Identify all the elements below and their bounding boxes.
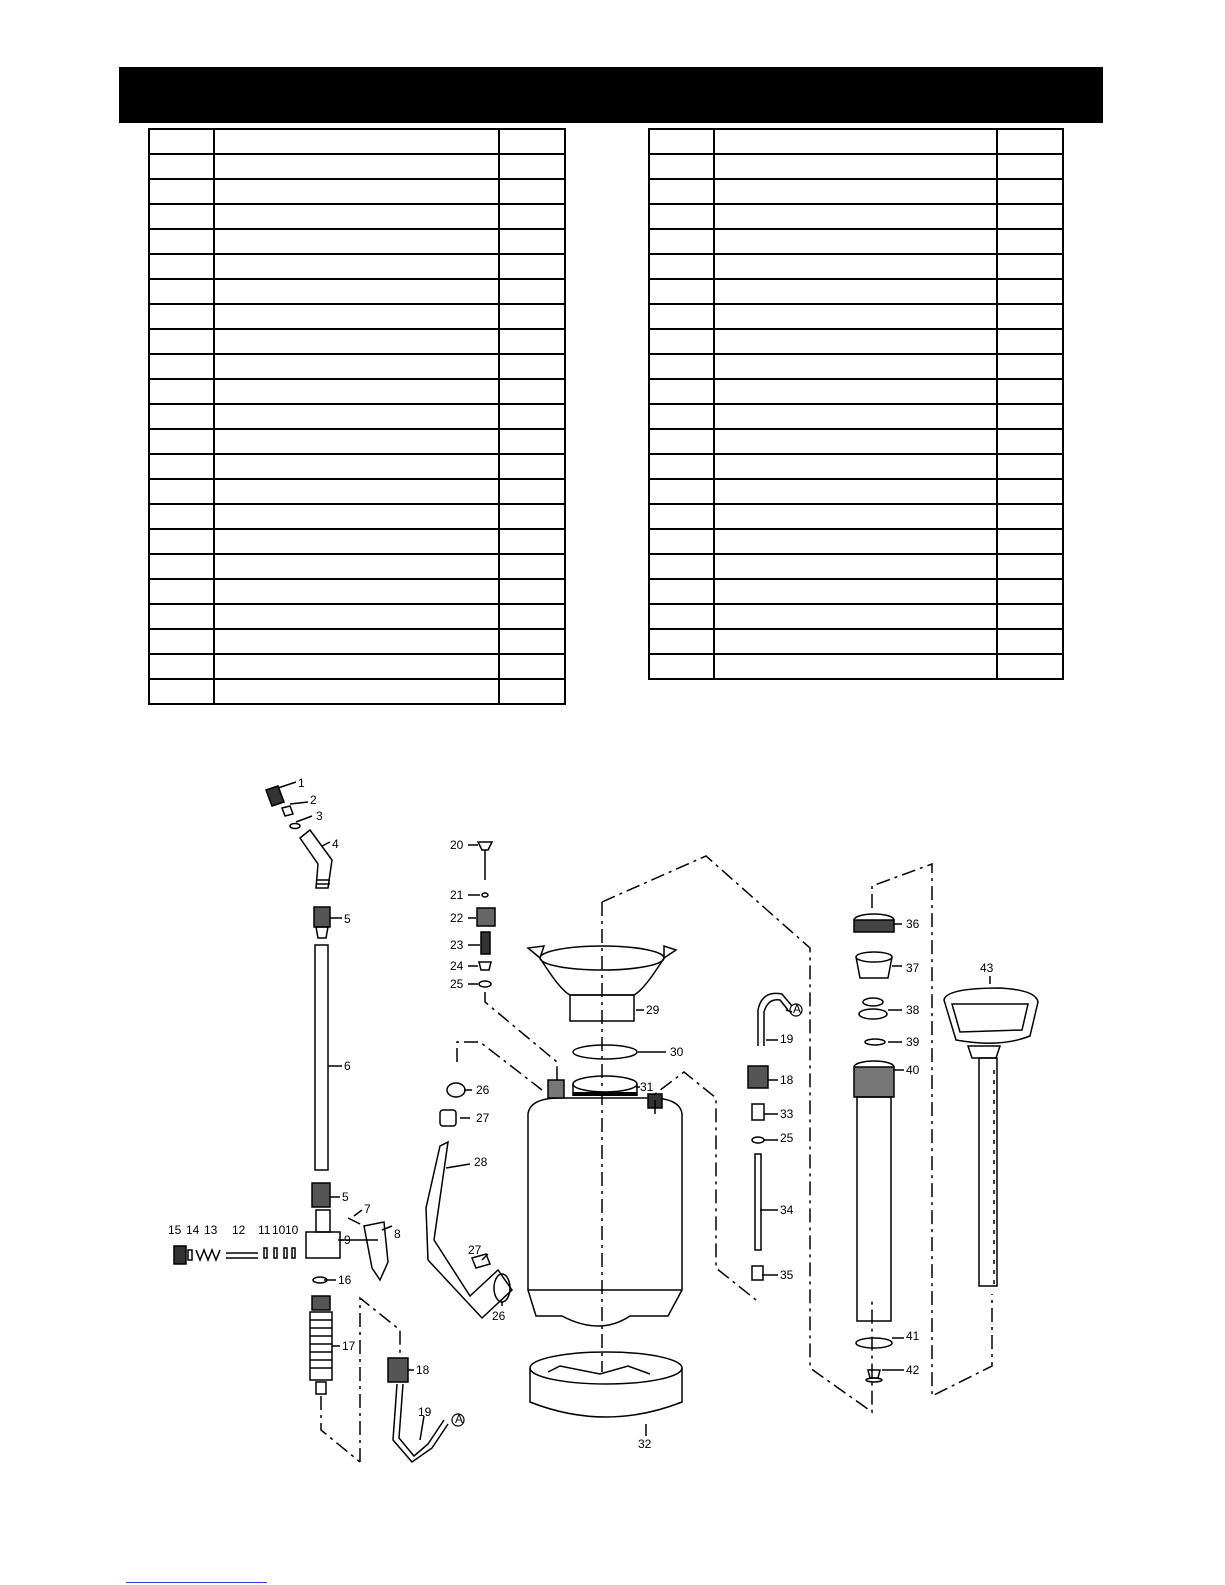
- callout-27: 27: [476, 1111, 490, 1125]
- parts-right-col-no: [649, 479, 714, 504]
- parts-right-row: [649, 579, 1063, 604]
- callout-18: 18: [416, 1363, 430, 1377]
- lance-nut-upper: [314, 907, 330, 938]
- valve-seals: [264, 1248, 295, 1258]
- callout-13: 13: [204, 1223, 218, 1237]
- tank-neck: [573, 1076, 637, 1096]
- pump-guide: [856, 952, 892, 978]
- parts-right-col-no: [649, 504, 714, 529]
- parts-left-row: [149, 629, 565, 654]
- parts-right-row: [649, 454, 1063, 479]
- parts-right-col-qty: [997, 479, 1063, 504]
- tank-body: [528, 1080, 682, 1326]
- callout-12: 12: [232, 1223, 246, 1237]
- parts-right-col-desc: [714, 354, 997, 379]
- callout-34: 34: [780, 1203, 794, 1217]
- parts-right-col-qty: [997, 504, 1063, 529]
- callout-26: 26: [492, 1309, 506, 1323]
- parts-left-col-qty: [499, 204, 565, 229]
- parts-right-col-desc: [714, 154, 997, 179]
- parts-right-row: [649, 554, 1063, 579]
- parts-right-col-desc: [714, 429, 997, 454]
- parts-right-col-qty: [997, 129, 1063, 154]
- parts-left-row: [149, 479, 565, 504]
- parts-right-col-no: [649, 554, 714, 579]
- curved-extension: [300, 830, 332, 888]
- parts-left-row: [149, 554, 565, 579]
- parts-right-row: [649, 154, 1063, 179]
- parts-left-col-desc: [214, 354, 499, 379]
- parts-right-row: [649, 229, 1063, 254]
- parts-left-col-qty: [499, 604, 565, 629]
- tank-gasket: [573, 1045, 637, 1059]
- callout-37: 37: [906, 961, 920, 975]
- shoulder-strap: [426, 1142, 512, 1318]
- exploded-parts-diagram: [0, 760, 1225, 1585]
- parts-left-col-desc: [214, 379, 499, 404]
- callout-39: 39: [906, 1035, 920, 1049]
- callout-5: 5: [342, 1190, 349, 1204]
- callout-43: 43: [980, 961, 994, 975]
- parts-left-col-desc: [214, 454, 499, 479]
- parts-left-col-no: [149, 229, 214, 254]
- parts-right-col-desc: [714, 329, 997, 354]
- lance-tube: [315, 945, 328, 1170]
- parts-left-col-qty: [499, 179, 565, 204]
- callout-1: 1: [298, 776, 305, 790]
- callout-19: 19: [418, 1405, 432, 1419]
- parts-left-row: [149, 504, 565, 529]
- callout-A: A: [793, 1002, 802, 1016]
- relief-cap: [477, 908, 495, 926]
- parts-right-col-desc: [714, 404, 997, 429]
- relief-nut: [479, 962, 491, 970]
- parts-right-row: [649, 304, 1063, 329]
- callout-23: 23: [450, 938, 464, 952]
- parts-right-col-desc: [714, 454, 997, 479]
- parts-left-row: [149, 229, 565, 254]
- parts-right-row: [649, 379, 1063, 404]
- parts-right-col-desc: [714, 229, 997, 254]
- parts-right-col-qty: [997, 579, 1063, 604]
- parts-right-col-no: [649, 354, 714, 379]
- parts-left-col-no: [149, 129, 214, 154]
- parts-left-col-no: [149, 604, 214, 629]
- parts-left-col-qty: [499, 154, 565, 179]
- parts-left-col-no: [149, 204, 214, 229]
- parts-left-col-qty: [499, 454, 565, 479]
- parts-right-row: [649, 529, 1063, 554]
- parts-left-col-no: [149, 654, 214, 679]
- hose-nut-left: [388, 1358, 408, 1382]
- parts-left-col-qty: [499, 254, 565, 279]
- pump-cylinder: [854, 1061, 894, 1321]
- callout-25: 25: [450, 977, 464, 991]
- parts-right-col-no: [649, 204, 714, 229]
- callout-7: 7: [364, 1202, 371, 1216]
- parts-right-col-qty: [997, 179, 1063, 204]
- parts-right-col-no: [649, 129, 714, 154]
- parts-right-col-desc: [714, 179, 997, 204]
- parts-left-col-desc: [214, 654, 499, 679]
- parts-table-left: [148, 128, 566, 705]
- parts-left-col-desc: [214, 229, 499, 254]
- parts-right-row: [649, 629, 1063, 654]
- parts-left-row: [149, 404, 565, 429]
- parts-left-row: [149, 329, 565, 354]
- parts-right-col-qty: [997, 304, 1063, 329]
- parts-right-col-qty: [997, 229, 1063, 254]
- parts-right-col-no: [649, 404, 714, 429]
- plunger-seal: [856, 1338, 892, 1348]
- parts-left-col-desc: [214, 154, 499, 179]
- parts-right-col-no: [649, 329, 714, 354]
- parts-right-col-qty: [997, 379, 1063, 404]
- parts-right-col-desc: [714, 604, 997, 629]
- strap-buckle-top: [440, 1110, 456, 1126]
- parts-left-col-no: [149, 529, 214, 554]
- parts-left-col-desc: [214, 329, 499, 354]
- parts-right-col-no: [649, 629, 714, 654]
- parts-right-col-desc: [714, 204, 997, 229]
- dip-tube: [755, 1154, 761, 1250]
- valve-pin: [348, 1218, 360, 1224]
- pump-o-ring: [865, 1039, 885, 1045]
- parts-left-col-no: [149, 629, 214, 654]
- parts-left-col-desc: [214, 404, 499, 429]
- parts-right-col-qty: [997, 204, 1063, 229]
- callout-4: 4: [332, 837, 339, 851]
- callout-25: 25: [780, 1131, 794, 1145]
- parts-right-row: [649, 279, 1063, 304]
- parts-right-col-desc: [714, 479, 997, 504]
- parts-left-col-no: [149, 679, 214, 704]
- callout-22: 22: [450, 911, 464, 925]
- hose-connector: [752, 1104, 764, 1120]
- callout-31: 31: [640, 1080, 654, 1094]
- parts-right-col-desc: [714, 504, 997, 529]
- callout-27: 27: [468, 1243, 482, 1257]
- parts-right-col-qty: [997, 429, 1063, 454]
- parts-left-col-no: [149, 279, 214, 304]
- parts-right-col-no: [649, 379, 714, 404]
- parts-left-col-no: [149, 554, 214, 579]
- pump-ring-nut: [854, 914, 894, 932]
- parts-left-col-qty: [499, 429, 565, 454]
- parts-right-col-desc: [714, 654, 997, 679]
- parts-left-col-qty: [499, 629, 565, 654]
- parts-right-row: [649, 204, 1063, 229]
- parts-left-col-no: [149, 304, 214, 329]
- pressure-relief-pin: [478, 842, 492, 880]
- parts-left-row: [149, 304, 565, 329]
- parts-right-col-desc: [714, 379, 997, 404]
- parts-left-col-no: [149, 179, 214, 204]
- valve-stem: [226, 1253, 258, 1258]
- bottom-link-underline: [126, 1582, 267, 1583]
- parts-right-row: [649, 479, 1063, 504]
- nozzle-washer: [290, 824, 300, 829]
- relief-spring: [481, 932, 490, 954]
- parts-right-row: [649, 604, 1063, 629]
- parts-left-col-no: [149, 454, 214, 479]
- parts-left-col-desc: [214, 254, 499, 279]
- parts-left-col-no: [149, 379, 214, 404]
- parts-right-col-desc: [714, 254, 997, 279]
- parts-left-col-qty: [499, 679, 565, 704]
- callout-A: A: [455, 1412, 464, 1426]
- callout-26: 26: [476, 1083, 490, 1097]
- parts-left-col-desc: [214, 629, 499, 654]
- callout-2: 2: [310, 793, 317, 807]
- parts-right-col-qty: [997, 654, 1063, 679]
- parts-right-row: [649, 354, 1063, 379]
- strap-ring-top: [447, 1083, 465, 1097]
- parts-left-col-no: [149, 329, 214, 354]
- callout-11: 11: [258, 1223, 271, 1237]
- callout-41: 41: [906, 1329, 920, 1343]
- parts-right-row: [649, 504, 1063, 529]
- parts-left-col-no: [149, 429, 214, 454]
- parts-right-col-desc: [714, 279, 997, 304]
- parts-left-col-no: [149, 404, 214, 429]
- parts-left-col-desc: [214, 179, 499, 204]
- callout-3: 3: [316, 809, 323, 823]
- parts-left-row: [149, 429, 565, 454]
- parts-right-col-qty: [997, 454, 1063, 479]
- parts-right-col-desc: [714, 629, 997, 654]
- parts-right-col-no: [649, 454, 714, 479]
- parts-left-col-qty: [499, 479, 565, 504]
- parts-right-col-qty: [997, 629, 1063, 654]
- parts-right-col-qty: [997, 404, 1063, 429]
- trigger-lever: [364, 1222, 388, 1280]
- parts-left-col-no: [149, 504, 214, 529]
- parts-right-col-no: [649, 229, 714, 254]
- callout-19: 19: [780, 1032, 794, 1046]
- valve-spring: [196, 1250, 220, 1260]
- parts-table-right: [648, 128, 1064, 680]
- parts-left-col-qty: [499, 404, 565, 429]
- parts-left-row: [149, 354, 565, 379]
- pump-handle: [944, 988, 1038, 1286]
- parts-right-col-qty: [997, 154, 1063, 179]
- check-valve: [859, 998, 887, 1019]
- callout-35: 35: [780, 1268, 794, 1282]
- strap-ring-bottom: [494, 1274, 510, 1302]
- parts-right-col-no: [649, 604, 714, 629]
- callout-38: 38: [906, 1003, 920, 1017]
- callout-10: 10: [272, 1223, 286, 1237]
- parts-left-row: [149, 679, 565, 704]
- parts-right-col-desc: [714, 579, 997, 604]
- parts-left-row: [149, 204, 565, 229]
- valve-cap: [174, 1246, 192, 1264]
- hose-left: [393, 1384, 448, 1462]
- parts-left-row: [149, 379, 565, 404]
- parts-right-col-no: [649, 304, 714, 329]
- parts-left-row: [149, 604, 565, 629]
- parts-left-col-desc: [214, 279, 499, 304]
- parts-right-col-desc: [714, 529, 997, 554]
- callout-5: 5: [344, 912, 351, 926]
- callout-40: 40: [906, 1063, 920, 1077]
- parts-left-col-desc: [214, 604, 499, 629]
- parts-right-col-no: [649, 154, 714, 179]
- callout-24: 24: [450, 959, 464, 973]
- parts-left-col-qty: [499, 329, 565, 354]
- parts-right-row: [649, 404, 1063, 429]
- parts-right-row: [649, 329, 1063, 354]
- parts-left-col-desc: [214, 204, 499, 229]
- small-washer-21: [482, 893, 488, 897]
- parts-left-col-desc: [214, 529, 499, 554]
- parts-left-col-qty: [499, 554, 565, 579]
- callout-17: 17: [342, 1339, 356, 1353]
- parts-right-row: [649, 254, 1063, 279]
- bottom-valve: [866, 1370, 882, 1382]
- parts-left-row: [149, 254, 565, 279]
- nozzle-insert: [282, 806, 293, 816]
- grip-handle: [310, 1296, 332, 1394]
- parts-left-col-desc: [214, 129, 499, 154]
- parts-right-col-desc: [714, 129, 997, 154]
- callout-6: 6: [344, 1059, 351, 1073]
- parts-left-col-desc: [214, 304, 499, 329]
- callout-15: 15: [168, 1223, 182, 1237]
- parts-left-row: [149, 454, 565, 479]
- parts-left-row: [149, 129, 565, 154]
- parts-right-row: [649, 129, 1063, 154]
- parts-left-col-no: [149, 354, 214, 379]
- parts-right-col-qty: [997, 254, 1063, 279]
- parts-right-row: [649, 654, 1063, 679]
- parts-left-row: [149, 154, 565, 179]
- parts-left-col-no: [149, 579, 214, 604]
- parts-right-col-qty: [997, 554, 1063, 579]
- relief-washer: [479, 981, 491, 987]
- parts-left-row: [149, 579, 565, 604]
- callout-32: 32: [638, 1437, 652, 1451]
- parts-right-col-no: [649, 429, 714, 454]
- hose-nut-right: [748, 1066, 768, 1088]
- parts-right-col-no: [649, 579, 714, 604]
- parts-left-col-desc: [214, 479, 499, 504]
- parts-left-col-no: [149, 479, 214, 504]
- parts-left-row: [149, 529, 565, 554]
- parts-left-col-qty: [499, 354, 565, 379]
- parts-right-col-qty: [997, 329, 1063, 354]
- parts-left-col-desc: [214, 429, 499, 454]
- parts-left-col-qty: [499, 279, 565, 304]
- parts-left-col-qty: [499, 654, 565, 679]
- connector-washer: [752, 1137, 764, 1143]
- shut-off-valve-body: [306, 1210, 378, 1258]
- parts-right-col-no: [649, 279, 714, 304]
- tank-base: [530, 1352, 682, 1417]
- callout-18: 18: [780, 1073, 794, 1087]
- parts-right-col-no: [649, 529, 714, 554]
- parts-right-col-no: [649, 654, 714, 679]
- parts-left-col-no: [149, 154, 214, 179]
- callout-20: 20: [450, 838, 464, 852]
- callout-14: 14: [186, 1223, 200, 1237]
- parts-left-col-no: [149, 254, 214, 279]
- parts-left-col-qty: [499, 129, 565, 154]
- parts-left-row: [149, 179, 565, 204]
- parts-right-col-qty: [997, 354, 1063, 379]
- parts-left-col-qty: [499, 229, 565, 254]
- parts-left-col-qty: [499, 504, 565, 529]
- parts-left-row: [149, 279, 565, 304]
- callout-28: 28: [474, 1155, 488, 1169]
- nozzle-tip: [266, 786, 284, 806]
- parts-left-col-qty: [499, 529, 565, 554]
- callout-29: 29: [646, 1003, 660, 1017]
- parts-right-col-qty: [997, 529, 1063, 554]
- parts-left-col-desc: [214, 554, 499, 579]
- callout-36: 36: [906, 917, 920, 931]
- parts-left-col-qty: [499, 579, 565, 604]
- callout-30: 30: [670, 1045, 684, 1059]
- callout-42: 42: [906, 1363, 920, 1377]
- parts-right-col-no: [649, 179, 714, 204]
- callout-16: 16: [338, 1273, 352, 1287]
- parts-left-col-desc: [214, 504, 499, 529]
- parts-right-col-desc: [714, 554, 997, 579]
- parts-right-col-qty: [997, 604, 1063, 629]
- parts-right-col-no: [649, 254, 714, 279]
- parts-right-row: [649, 429, 1063, 454]
- parts-left-row: [149, 654, 565, 679]
- header-bar: [119, 67, 1103, 123]
- dip-tube-filter: [752, 1266, 763, 1280]
- callout-10: 10: [285, 1223, 299, 1237]
- callout-8: 8: [394, 1227, 401, 1241]
- callout-9: 9: [344, 1233, 351, 1247]
- parts-right-col-desc: [714, 304, 997, 329]
- parts-right-col-qty: [997, 279, 1063, 304]
- parts-left-col-desc: [214, 579, 499, 604]
- parts-left-col-desc: [214, 679, 499, 704]
- parts-left-col-qty: [499, 304, 565, 329]
- parts-left-col-qty: [499, 379, 565, 404]
- callout-33: 33: [780, 1107, 794, 1121]
- lance-nut-lower: [312, 1183, 330, 1207]
- callout-21: 21: [450, 888, 464, 902]
- parts-right-row: [649, 179, 1063, 204]
